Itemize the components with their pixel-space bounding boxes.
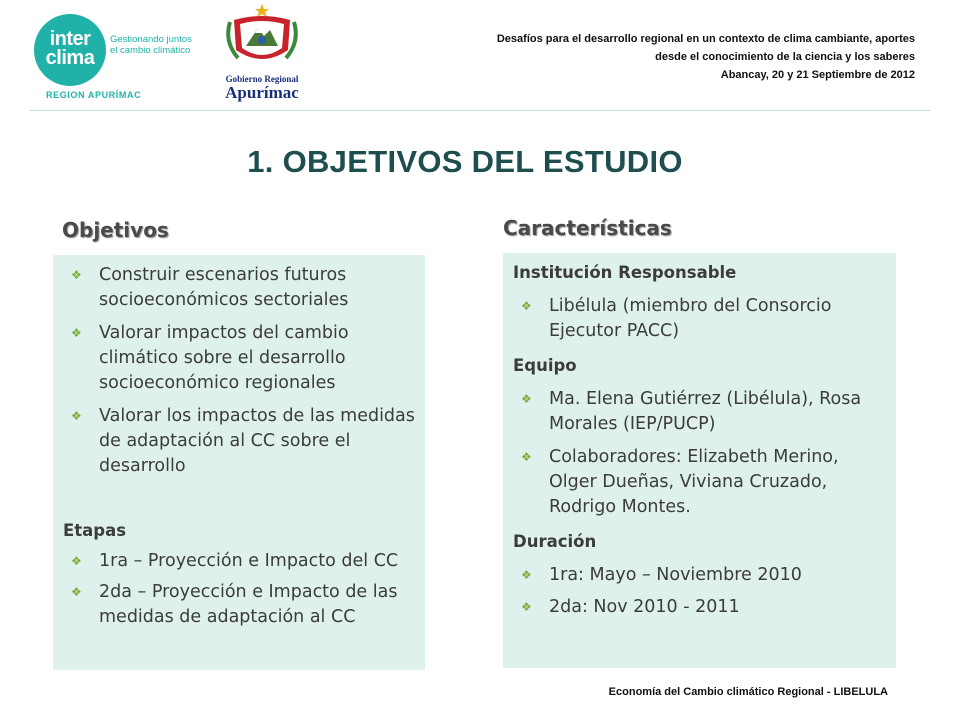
diamond-bullet-icon: ❖	[521, 450, 532, 464]
diamond-bullet-icon: ❖	[521, 392, 532, 406]
team-text: Ma. Elena Gutiérrez (Libélula), Rosa Morales (IEP/PUCP)	[549, 389, 862, 434]
diamond-bullet-icon: ❖	[521, 600, 532, 614]
team-item	[513, 445, 886, 520]
gobierno-regional-logo	[212, 2, 312, 104]
event-line-2: desde el conocimiento de la ciencia y los saberes	[655, 51, 915, 63]
apurimac-label: Apurímac	[225, 83, 299, 102]
duration-item	[513, 563, 886, 588]
team-text: Colaboradores: Elizabeth Merino, Olger Dueñas, Viviana Cruzado, Rodrigo Montes.	[549, 447, 839, 517]
institution-text: Libélula (miembro del Consorcio Ejecutor PACC)	[549, 296, 832, 341]
interclima-logo	[34, 14, 194, 104]
objectives-panel	[53, 255, 425, 670]
interclima-word-1: inter	[49, 28, 91, 50]
stage-item	[63, 549, 415, 574]
interclima-word-2: clima	[45, 47, 95, 69]
diamond-bullet-icon: ❖	[71, 409, 82, 423]
diamond-bullet-icon: ❖	[521, 299, 532, 313]
event-line-1: Desafíos para el desarrollo regional en un contexto de clima cambiante, aportes	[496, 33, 915, 45]
objective-text: Valorar impactos del cambio climático sobre el desarrollo socioeconómico regionales	[99, 323, 349, 393]
diamond-bullet-icon: ❖	[71, 268, 82, 282]
objective-item	[63, 321, 415, 396]
objective-item	[63, 404, 415, 479]
diamond-bullet-icon: ❖	[71, 585, 82, 599]
objective-item	[63, 263, 415, 313]
duration-label: Duración	[513, 532, 597, 551]
team-label: Equipo	[513, 356, 577, 375]
interclima-circle	[34, 14, 106, 86]
characteristics-panel	[503, 253, 896, 668]
diamond-bullet-icon: ❖	[521, 568, 532, 582]
duration-text: 1ra: Mayo – Noviembre 2010	[549, 565, 802, 585]
stage-text: 1ra – Proyección e Impacto del CC	[99, 551, 399, 571]
objective-text: Valorar los impactos de las medidas de adaptación al CC sobre el desarrollo	[99, 406, 415, 476]
header-divider	[30, 110, 930, 111]
team-item	[513, 387, 886, 437]
stage-item	[63, 580, 415, 630]
footer-credit: Economía del Cambio climático Regional - LIBELULA	[608, 686, 888, 698]
stages-label: Etapas	[63, 521, 127, 540]
institution-item	[513, 294, 886, 344]
duration-item	[513, 595, 886, 620]
stage-text: 2da – Proyección e Impacto de las medidas de adaptación al CC	[99, 582, 398, 627]
diamond-bullet-icon: ❖	[71, 326, 82, 340]
institution-label: Institución Responsable	[513, 263, 737, 282]
characteristics-heading: Características	[503, 216, 672, 240]
slide-title: 1. OBJETIVOS DEL ESTUDIO	[247, 144, 683, 179]
coat-of-arms-icon	[212, 2, 312, 72]
objective-text: Construir escenarios futuros socioeconómicos sectoriales	[99, 265, 349, 310]
gobierno-regional-label: Gobierno Regional	[225, 74, 299, 84]
objectives-heading: Objetivos	[62, 218, 169, 242]
duration-text: 2da: Nov 2010 - 2011	[549, 597, 740, 617]
event-header	[355, 30, 915, 84]
event-line-3: Abancay, 20 y 21 Septiembre de 2012	[720, 69, 915, 81]
diamond-bullet-icon: ❖	[71, 554, 82, 568]
region-label: REGION APURÍMAC	[46, 90, 142, 100]
interclima-tagline: Gestionando juntos el cambio climático	[110, 34, 192, 56]
